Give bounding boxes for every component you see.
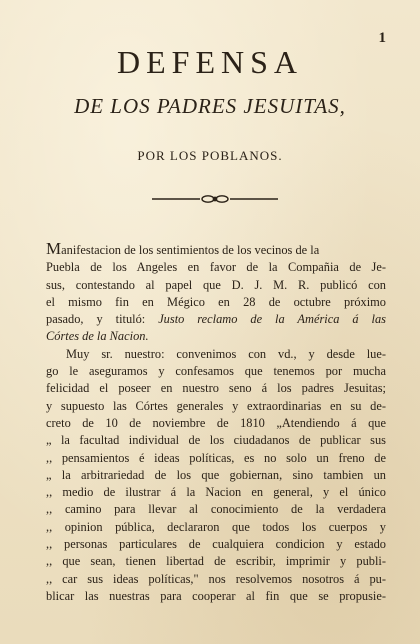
page-number: 1: [378, 30, 386, 46]
text-line: sus, contestando al papel que D. J. M. R. publicó con: [46, 277, 386, 292]
text-line: Muy sr. nuestro: convenimos con vd., y desde lue-: [66, 346, 386, 361]
text-line: y supuesto las Córtes generales y extraordinarias en su de-: [46, 398, 386, 413]
body-text: [46, 240, 386, 605]
text-line: Puebla de los Angeles en favor de la Compañia de Je-: [46, 260, 386, 275]
text-line: ,, que sean, tienen libertad de escribir, imprimir y publi-: [46, 554, 386, 569]
document-byline: POR LOS POBLANOS.: [137, 148, 283, 163]
text-line: ,, opinion pública, declararon que todos los cuerpos y: [46, 519, 386, 534]
text-line: Córtes de la Nacion.: [46, 329, 149, 344]
text-line: go le aseguramos y confesamos que tenemos por mucha: [46, 364, 386, 379]
text-line: ,, pensamientos é ideas políticas, es no solo un freno de: [46, 450, 386, 465]
document-subtitle: DE LOS PADRES JESUITAS,: [74, 94, 346, 118]
text-line: pasado, y tituló: Justo reclamo de la América á las: [46, 312, 386, 327]
rule-ornament-icon: [150, 192, 280, 206]
text-line: felicidad el poseer en nuestro seno á los padres Jesuitas;: [46, 381, 386, 396]
text-line: ,, personas particulares de cualquiera condicion y estado: [46, 537, 386, 552]
text-line: ,, camino para llevar al conocimiento de la verdadera: [46, 502, 386, 517]
text-line: [46, 240, 386, 259]
initial-letter: M: [46, 240, 62, 258]
text-line: „ la arbitrariedad de los que gobiernan, sino tambien un: [46, 467, 386, 482]
text-line: ,, medio de ilustrar á la Nacion en general, y el único: [46, 485, 386, 500]
document-title: DEFENSA: [116, 44, 303, 80]
text-line: el mismo fin en Mégico en 28 de octubre próximo: [46, 294, 386, 309]
text-line: „ la facultad individual de los ciudadanos de publicar sus: [46, 433, 386, 448]
text-line: ,, car sus ideas políticas," nos resolvemos nosotros á pu-: [46, 571, 386, 586]
text-line-rest: anifestacion de los sentimientos de los vecinos de la: [61, 243, 320, 257]
text-line: creto de 10 de noviembre de 1810 „Atendiendo á que: [46, 415, 386, 430]
text-line: blicar las nuestras para cooperar al fin que se propusie-: [46, 588, 386, 603]
